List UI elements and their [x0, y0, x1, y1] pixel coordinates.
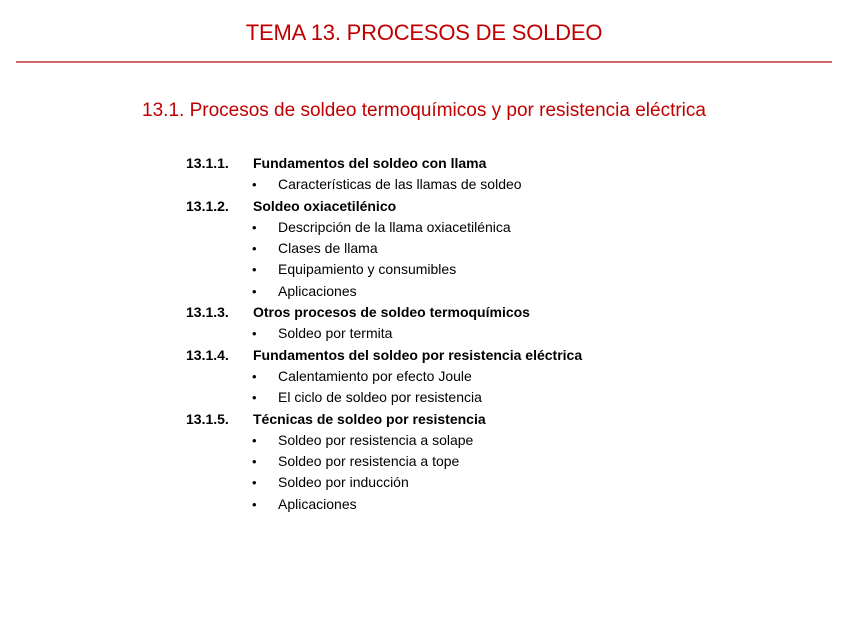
topic-heading [186, 302, 582, 323]
topic-heading [186, 345, 582, 366]
list-item [186, 174, 582, 195]
topic-heading [186, 409, 582, 430]
bullet-icon: • [252, 326, 257, 342]
list-item-text: Soldeo por inducción [278, 474, 409, 491]
list-item [186, 472, 582, 493]
list-item-text: Soldeo por resistencia a solape [278, 431, 474, 448]
list-item-text: Descripción de la llama oxiacetilénica [278, 218, 511, 235]
topic-number: 13.1.1. [186, 155, 229, 171]
topic-bullets [186, 174, 582, 195]
list-item-text: Soldeo por resistencia a tope [278, 453, 460, 470]
list-item [186, 451, 582, 472]
bullet-icon: • [252, 177, 257, 193]
list-item-text: Características de las llamas de soldeo [278, 176, 522, 193]
slide-title: TEMA 13. PROCESOS DE SOLDEO [245, 20, 603, 45]
bullet-icon: • [252, 368, 257, 384]
list-item-text: El ciclo de soldeo por resistencia [278, 389, 482, 406]
topic-number: 13.1.3. [186, 304, 229, 321]
list-item [186, 323, 582, 344]
topic-13-1-5 [186, 409, 582, 515]
bullet-icon: • [252, 390, 257, 406]
topic-bullets [186, 366, 582, 409]
list-item [186, 387, 582, 408]
topic-outline [186, 153, 582, 515]
list-item-text: Calentamiento por efecto Joule [278, 367, 472, 384]
list-item [186, 217, 582, 238]
topic-heading [186, 196, 582, 217]
list-item [186, 259, 582, 280]
list-item-text: Equipamiento y consumibles [278, 261, 457, 278]
bullet-icon: • [252, 262, 257, 278]
topic-title: Otros procesos de soldeo termoquímicos [253, 304, 530, 321]
title-divider [16, 61, 832, 63]
list-item [186, 238, 582, 259]
topic-13-1-2 [186, 196, 582, 302]
topic-heading [186, 153, 582, 174]
bullet-icon: • [252, 283, 257, 299]
list-item [186, 281, 582, 302]
topic-13-1-4 [186, 345, 582, 409]
topic-title: Fundamentos del soldeo con llama [253, 155, 487, 171]
list-item-text: Aplicaciones [278, 282, 357, 299]
bullet-icon: • [252, 496, 257, 512]
topic-13-1-3 [186, 302, 582, 345]
section-heading: 13.1. Procesos de soldeo termoquímicos y por resistencia eléctrica [142, 100, 706, 121]
topic-bullets [186, 323, 582, 344]
list-item-text: Aplicaciones [278, 495, 357, 512]
list-item-text: Clases de llama [278, 240, 378, 257]
topic-bullets [186, 217, 582, 302]
list-item-text: Soldeo por termita [278, 325, 393, 342]
topic-bullets [186, 430, 582, 515]
topic-title: Soldeo oxiacetilénico [253, 197, 397, 214]
topic-title: Fundamentos del soldeo por resistencia eléctrica [253, 346, 583, 363]
bullet-icon: • [252, 219, 257, 235]
bullet-icon: • [252, 454, 257, 470]
list-item [186, 366, 582, 387]
bullet-icon: • [252, 432, 257, 448]
topic-number: 13.1.2. [186, 197, 229, 214]
list-item [186, 494, 582, 515]
topic-number: 13.1.5. [186, 410, 229, 427]
topic-number: 13.1.4. [186, 346, 229, 363]
topic-title: Técnicas de soldeo por resistencia [253, 410, 486, 427]
bullet-icon: • [252, 241, 257, 257]
topic-13-1-1 [186, 153, 582, 196]
list-item [186, 430, 582, 451]
bullet-icon: • [252, 475, 257, 491]
